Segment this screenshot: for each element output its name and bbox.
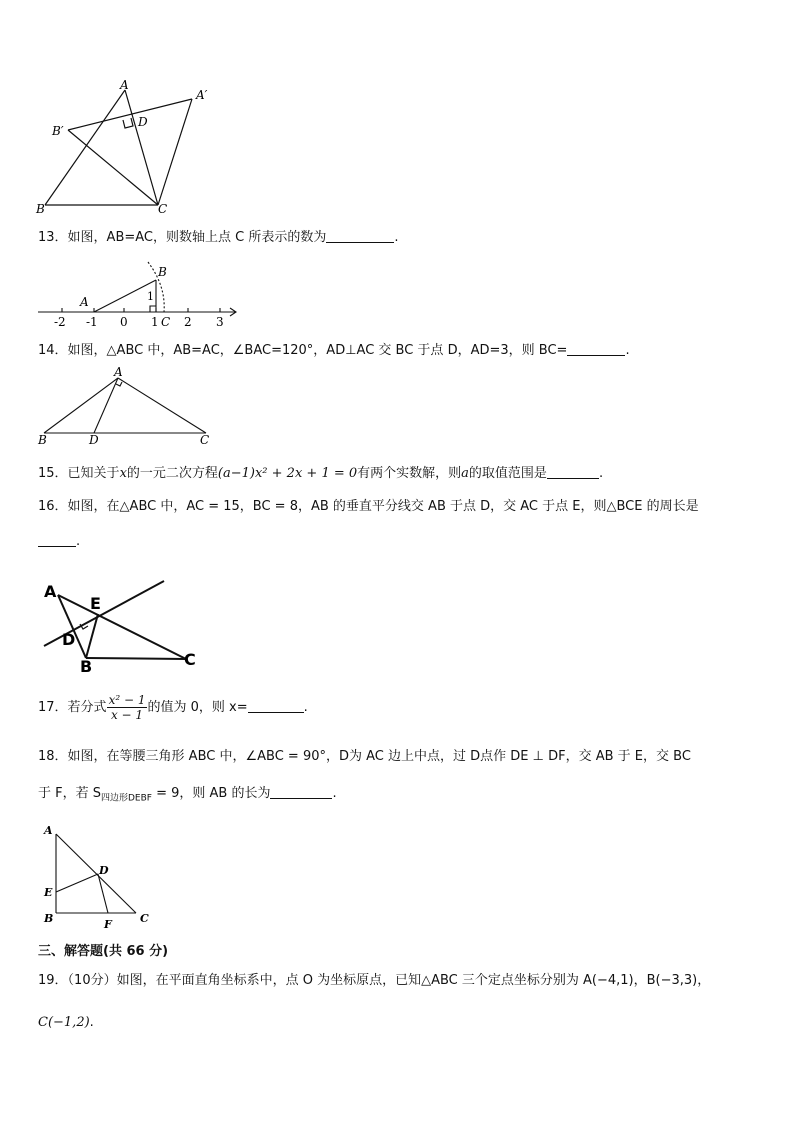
tick-label: 1	[151, 315, 159, 329]
question-number: 17．	[38, 700, 68, 715]
question-number: 13．	[38, 230, 68, 245]
label-B: B	[36, 202, 45, 216]
figure-q16	[36, 575, 216, 675]
answer-blank[interactable]	[248, 699, 304, 713]
question-19-continued: C(−1,2).	[38, 1015, 94, 1030]
fraction	[107, 693, 148, 722]
question-15: 15．已知关于x的一元二次方程(a−1)x² + 2x + 1 = 0有两个实数解，则a的取值范围是 .	[38, 466, 604, 481]
question-number: 14．	[38, 343, 68, 358]
tick-label: 2	[184, 315, 192, 329]
label-E: E	[90, 594, 101, 613]
label-B-prime: B′	[52, 124, 64, 138]
question-14: 14．如图，△ABC 中，AB=AC，∠BAC=120°，AD⊥AC 交 BC 于点 D，AD=3，则 BC= .	[38, 343, 630, 358]
question-number: 19．	[38, 973, 68, 988]
tick-label: -2	[54, 315, 66, 329]
figure-q18	[36, 822, 161, 932]
area-subscript: 四边形DEBF	[101, 793, 152, 804]
label-B: B	[158, 265, 167, 279]
label-A: A	[44, 824, 53, 837]
question-18	[38, 748, 691, 766]
label-C: C	[200, 433, 210, 447]
label-B: B	[44, 912, 54, 925]
question-number: 15．	[38, 466, 68, 481]
question-19	[38, 972, 710, 990]
label-A-prime: A′	[196, 88, 208, 102]
point-c-coordinates: C(−1,2)	[38, 1015, 90, 1030]
question-number: 18．	[38, 749, 68, 764]
label-A: A	[120, 78, 129, 92]
denominator: x − 1	[110, 708, 144, 722]
answer-blank[interactable]	[270, 785, 332, 799]
question-16-continued: .	[38, 533, 80, 551]
tick-label: 3	[216, 315, 224, 329]
equation: (a−1)x² + 2x + 1 = 0	[217, 466, 358, 481]
label-C: C	[184, 650, 196, 669]
question-text: 如图，△ABC 中，AB=AC，∠BAC=120°，AD⊥AC 交 BC 于点 D，AD=3，则 BC=	[67, 343, 568, 358]
tick-label: 0	[120, 315, 128, 329]
label-F: F	[104, 918, 112, 931]
label-B: B	[38, 433, 47, 447]
label-A: A	[114, 366, 123, 379]
label-E: E	[44, 886, 53, 899]
label-A: A	[80, 295, 89, 309]
question-16	[38, 498, 699, 516]
question-13: 13．如图，AB=AC，则数轴上点 C 所表示的数为 .	[38, 230, 399, 245]
label-B: B	[80, 657, 93, 675]
answer-blank[interactable]	[567, 342, 625, 356]
answer-blank[interactable]	[38, 533, 76, 547]
question-17: 17．若分式 $\frac{\text{x² − 1}}{x - 1}$ 的值为 0，则 x= .	[38, 693, 308, 722]
label-C: C	[161, 315, 171, 329]
figure-q14	[34, 366, 224, 451]
figure-q12	[30, 75, 220, 220]
answer-blank[interactable]	[547, 465, 599, 479]
question-text: （10分）如图，在平面直角坐标系中，点 O 为坐标原点，已知△ABC 三个定点坐标分别为 A(−4,1)，B(−3,3)，	[67, 973, 711, 988]
section-heading: 三、解答题(共 66 分)	[38, 944, 169, 959]
question-number: 16．	[38, 499, 68, 514]
question-text: 如图，在△ABC 中，AC = 15，BC = 8，AB 的垂直平分线交 AB 于点 D，交 AC 于点 E，则△BCE 的周长是	[67, 499, 699, 514]
label-D: D	[99, 864, 109, 877]
label-C: C	[140, 912, 149, 925]
answer-blank[interactable]	[326, 229, 394, 243]
question-text: 如图，在等腰三角形 ABC 中，∠ABC = 90°，D为 AC 边上中点，过 D点作 DE ⊥ DF，交 AB 于 E，交 BC	[67, 749, 691, 764]
label-D: D	[138, 115, 148, 129]
figure-q13-number-line	[36, 258, 246, 333]
label-D: D	[89, 433, 99, 447]
question-18-continued: 于 F，若 $S_{四边形DEBF} = 9$，则 AB 的长为 .	[38, 786, 337, 804]
label-A: A	[44, 582, 57, 601]
tick-label: -1	[86, 315, 98, 329]
question-text: 如图，AB=AC，则数轴上点 C 所表示的数为	[67, 230, 327, 245]
label-D: D	[62, 630, 76, 649]
numerator: x² − 1	[108, 693, 146, 707]
label-one: 1	[147, 290, 154, 303]
label-C: C	[158, 202, 168, 216]
